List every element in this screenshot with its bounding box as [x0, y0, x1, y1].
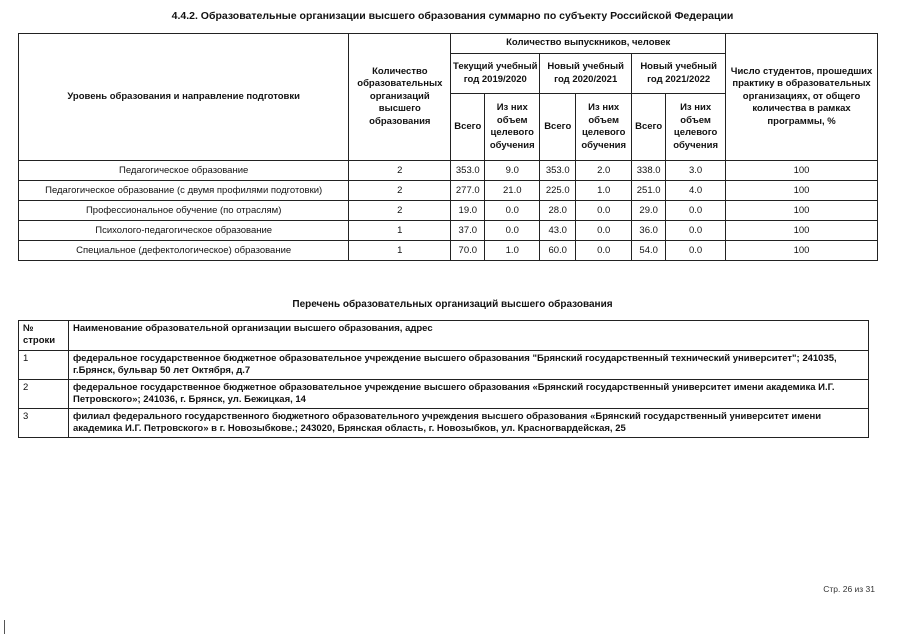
page-number: Стр. 26 из 31 — [823, 584, 875, 594]
count-cell: 2 — [349, 201, 451, 221]
value-cell: 225.0 — [540, 181, 576, 201]
value-cell: 0.0 — [576, 241, 632, 261]
value-cell: 9.0 — [485, 161, 540, 181]
header-count: Количество образовательных организаций высшего образования — [349, 34, 451, 161]
value-cell: 2.0 — [576, 161, 632, 181]
organizations-table — [18, 320, 869, 438]
table-row — [19, 241, 878, 261]
value-cell: 353.0 — [540, 161, 576, 181]
value-cell: 28.0 — [540, 201, 576, 221]
value-cell: 0.0 — [666, 241, 726, 261]
value-cell: 338.0 — [632, 161, 666, 181]
table-row — [19, 409, 869, 438]
value-cell: 0.0 — [485, 221, 540, 241]
level-cell: Психолого-педагогическое образование — [19, 221, 349, 241]
value-cell: 54.0 — [632, 241, 666, 261]
pct-cell: 100 — [726, 241, 878, 261]
header-target: Из них объем целевого обучения — [485, 94, 540, 161]
header-level: Уровень образования и направление подготовки — [19, 34, 349, 161]
count-cell: 1 — [349, 241, 451, 261]
header-total: Всего — [451, 94, 485, 161]
value-cell: 0.0 — [576, 221, 632, 241]
value-cell: 353.0 — [451, 161, 485, 181]
header-practice: Число студентов, прошедших практику в образовательных организациях, от общего количества в рамках программы, % — [726, 34, 878, 161]
scan-mark — [4, 620, 5, 634]
pct-cell: 100 — [726, 201, 878, 221]
table-row — [19, 221, 878, 241]
value-cell: 0.0 — [666, 221, 726, 241]
value-cell: 251.0 — [632, 181, 666, 201]
header-year-2021: Новый учебный год 2021/2022 — [632, 54, 726, 94]
table-row — [19, 201, 878, 221]
org-name: филиал федерального государственного бюджетного образовательного учреждения высшего образования «Брянский государственный университет имени академика И.Г. Петровского» в г. Новозыбкове.; 243020, Брянская область, г. Новозыбков, ул. Красногвардейская, 25 — [69, 409, 869, 438]
value-cell: 37.0 — [451, 221, 485, 241]
table-row — [19, 181, 878, 201]
header-row-number: № строки — [19, 321, 69, 351]
value-cell: 4.0 — [666, 181, 726, 201]
header-total: Всего — [632, 94, 666, 161]
level-cell: Педагогическое образование (с двумя профилями подготовки) — [19, 181, 349, 201]
level-cell: Специальное (дефектологическое) образование — [19, 241, 349, 261]
value-cell: 29.0 — [632, 201, 666, 221]
org-name: федеральное государственное бюджетное образовательное учреждение высшего образования "Брянский государственный технический университет"; 241035, г.Брянск, бульвар 50 лет Октября, д.7 — [69, 351, 869, 380]
table-row — [19, 161, 878, 181]
header-year-2020: Новый учебный год 2020/2021 — [540, 54, 632, 94]
header-graduates: Количество выпускников, человек — [451, 34, 726, 54]
count-cell: 1 — [349, 221, 451, 241]
value-cell: 3.0 — [666, 161, 726, 181]
value-cell: 19.0 — [451, 201, 485, 221]
level-cell: Педагогическое образование — [19, 161, 349, 181]
header-org-name: Наименование образовательной организации высшего образования, адрес — [69, 321, 869, 351]
header-year-2019: Текущий учебный год 2019/2020 — [451, 54, 540, 94]
value-cell: 21.0 — [485, 181, 540, 201]
graduates-table — [18, 33, 878, 261]
value-cell: 43.0 — [540, 221, 576, 241]
row-number: 1 — [19, 351, 69, 380]
row-number: 3 — [19, 409, 69, 438]
count-cell: 2 — [349, 161, 451, 181]
value-cell: 0.0 — [576, 201, 632, 221]
header-target: Из них объем целевого обучения — [666, 94, 726, 161]
pct-cell: 100 — [726, 221, 878, 241]
count-cell: 2 — [349, 181, 451, 201]
value-cell: 1.0 — [576, 181, 632, 201]
section-title: 4.4.2. Образовательные организации высшего образования суммарно по субъекту Российской Федерации — [171, 10, 734, 22]
value-cell: 60.0 — [540, 241, 576, 261]
value-cell: 277.0 — [451, 181, 485, 201]
org-name: федеральное государственное бюджетное образовательное учреждение высшего образования «Брянский государственный университет имени академика И.Г. Петровского»; 241036, г. Брянск, ул. Бежицкая, 14 — [69, 380, 869, 409]
value-cell: 36.0 — [632, 221, 666, 241]
value-cell: 0.0 — [666, 201, 726, 221]
value-cell: 0.0 — [485, 201, 540, 221]
header-target: Из них объем целевого обучения — [576, 94, 632, 161]
row-number: 2 — [19, 380, 69, 409]
pct-cell: 100 — [726, 161, 878, 181]
list-title: Перечень образовательных организаций высшего образования — [292, 299, 613, 310]
value-cell: 70.0 — [451, 241, 485, 261]
table-row — [19, 351, 869, 380]
level-cell: Профессиональное обучение (по отраслям) — [19, 201, 349, 221]
pct-cell: 100 — [726, 181, 878, 201]
table-row — [19, 380, 869, 409]
header-total: Всего — [540, 94, 576, 161]
value-cell: 1.0 — [485, 241, 540, 261]
